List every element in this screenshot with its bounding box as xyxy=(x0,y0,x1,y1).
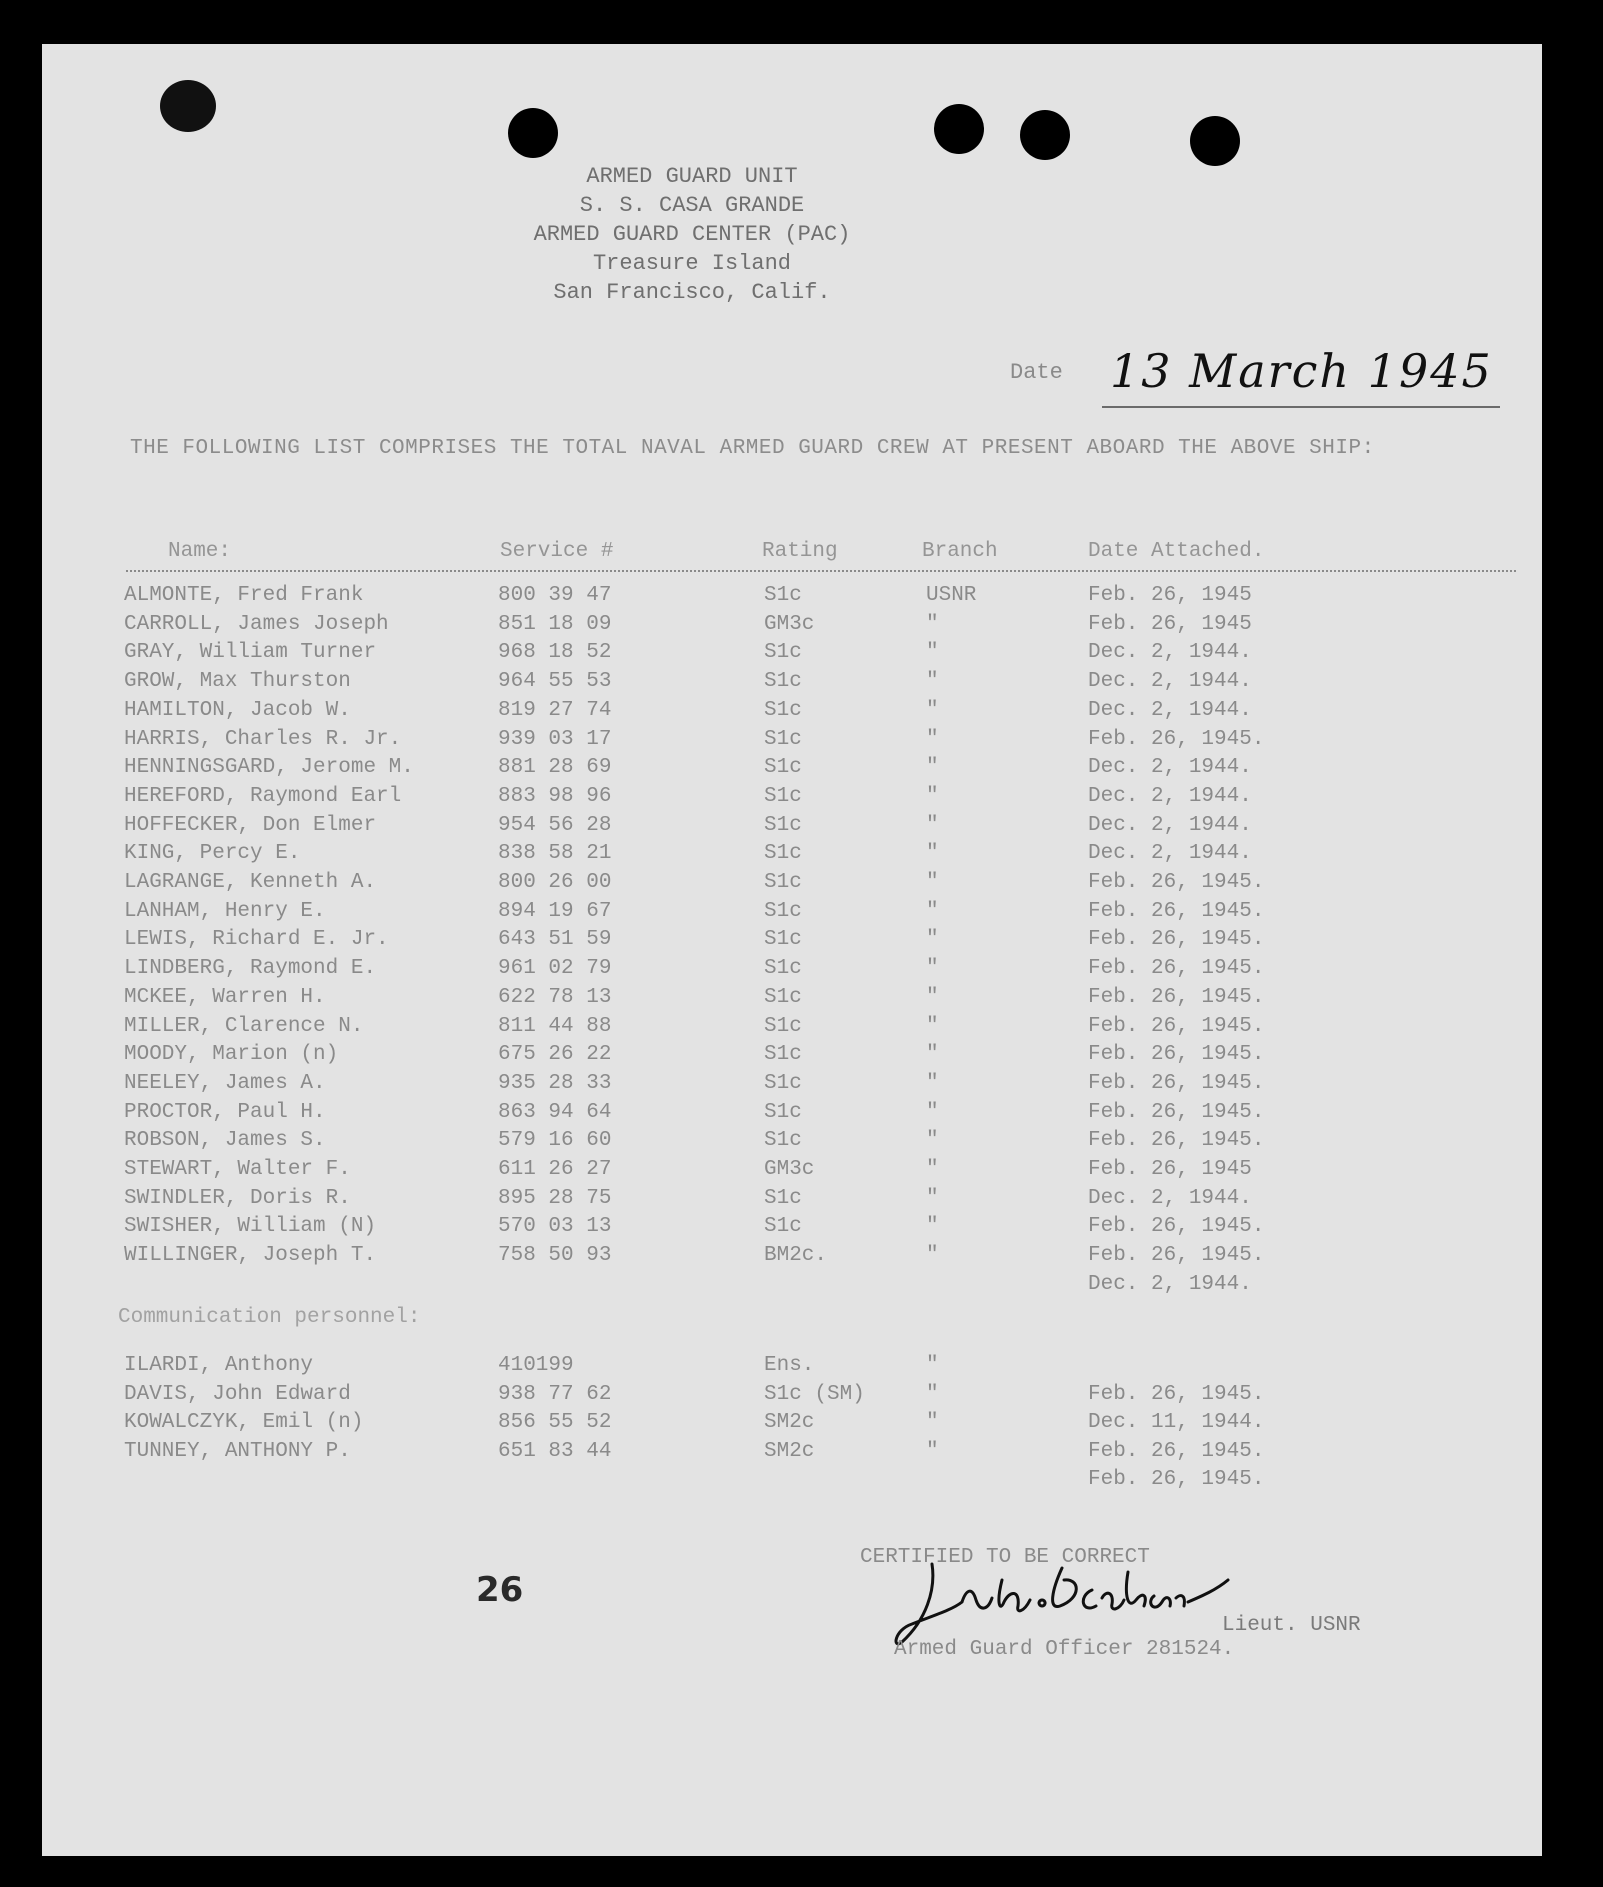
crew-name: ALMONTE, Fred Frank xyxy=(124,584,364,607)
crew-rating: S1c xyxy=(764,842,802,866)
crew-date-attached: Feb. 26, 1945. xyxy=(1088,928,1265,952)
crew-branch: " xyxy=(926,1411,939,1434)
crew-branch: " xyxy=(926,1382,939,1406)
crew-rating: S1c xyxy=(764,928,802,952)
crew-rating: S1c xyxy=(764,957,802,981)
crew-rating: GM3c xyxy=(764,1158,815,1181)
crew-rating: S1c xyxy=(764,813,802,837)
crew-date-attached: Dec. 2, 1944. xyxy=(1088,1186,1252,1210)
punch-hole-1 xyxy=(508,108,558,158)
crew-rating: S1c xyxy=(764,641,802,665)
crew-service-number: 622 78 13 xyxy=(498,985,612,1009)
crew-service-number: 811 44 88 xyxy=(498,1014,612,1038)
crew-rating: S1c xyxy=(764,756,802,780)
crew-name: WILLINGER, Joseph T. xyxy=(124,1244,377,1268)
crew-name: NEELEY, James A. xyxy=(124,1071,326,1095)
crew-date-attached: Dec. 2, 1944. xyxy=(1088,698,1252,722)
crew-service-number: 863 94 64 xyxy=(498,1100,612,1124)
crew-date-attached: Dec. 2, 1944. xyxy=(1088,784,1252,808)
crew-service-number: 579 16 60 xyxy=(498,1129,612,1153)
crew-service-number: 961 02 79 xyxy=(498,957,612,981)
crew-branch: " xyxy=(926,985,939,1009)
crew-service-number: 675 26 22 xyxy=(498,1043,612,1067)
crew-rating: S1c xyxy=(764,1215,802,1239)
crew-service-number: 938 77 62 xyxy=(498,1382,612,1406)
crew-branch: " xyxy=(926,1215,939,1239)
crew-name: HARRIS, Charles R. Jr. xyxy=(124,727,402,751)
crew-name: GRAY, William Turner xyxy=(124,641,377,665)
crew-name: SWINDLER, Doris R. xyxy=(124,1186,351,1210)
crew-name: CARROLL, James Joseph xyxy=(124,612,389,636)
crew-name: LAGRANGE, Kenneth A. xyxy=(124,871,377,894)
crew-rating: S1c xyxy=(764,784,802,808)
crew-rating: S1c xyxy=(764,1071,802,1095)
crew-branch: " xyxy=(926,1439,939,1463)
crew-rating: GM3c xyxy=(764,612,815,636)
crew-branch: USNR xyxy=(926,584,977,607)
letterhead-line: ARMED GUARD UNIT xyxy=(586,164,798,189)
crew-service-number: 800 26 00 xyxy=(498,871,612,894)
crew-branch: " xyxy=(926,813,939,837)
crew-branch: " xyxy=(926,641,939,665)
crew-name: GROW, Max Thurston xyxy=(124,670,351,694)
crew-rating: S1c xyxy=(764,584,802,607)
crew-rating: Ens. xyxy=(764,1354,815,1377)
crew-service-number: 894 19 67 xyxy=(498,899,612,923)
crew-rating: S1c xyxy=(764,698,802,722)
col-name: Name: xyxy=(168,540,232,563)
date-handwritten: 13 March 1945 xyxy=(1102,344,1500,408)
crew-branch: " xyxy=(926,1071,939,1095)
crew-branch: " xyxy=(926,727,939,751)
crew-date-attached: Feb. 26, 1945. xyxy=(1088,1071,1265,1095)
crew-branch: " xyxy=(926,1354,939,1377)
crew-service-number: 410199 xyxy=(498,1354,574,1377)
crew-name: ROBSON, James S. xyxy=(124,1129,326,1153)
crew-date-attached: Feb. 26, 1945. xyxy=(1088,957,1265,981)
crew-service-number: 939 03 17 xyxy=(498,727,612,751)
crew-branch: " xyxy=(926,1186,939,1210)
crew-rating: BM2c. xyxy=(764,1244,828,1268)
crew-name: LEWIS, Richard E. Jr. xyxy=(124,928,389,952)
crew-date-attached: Feb. 26, 1945. xyxy=(1088,1129,1265,1153)
crew-service-number: 881 28 69 xyxy=(498,756,612,780)
crew-date-attached: Dec. 2, 1944. xyxy=(1088,1272,1252,1296)
crew-service-number: 954 56 28 xyxy=(498,813,612,837)
crew-name: STEWART, Walter F. xyxy=(124,1158,351,1181)
crew-name: KOWALCZYK, Emil (n) xyxy=(124,1411,364,1434)
crew-date-attached: Feb. 26, 1945. xyxy=(1088,871,1265,894)
crew-service-number: 758 50 93 xyxy=(498,1244,612,1268)
crew-name: DAVIS, John Edward xyxy=(124,1382,351,1406)
crew-date-attached: Feb. 26, 1945. xyxy=(1088,985,1265,1009)
crew-date-attached: Feb. 26, 1945. xyxy=(1088,1043,1265,1067)
certified-text: CERTIFIED TO BE CORRECT xyxy=(860,1546,1150,1569)
crew-date-attached: Dec. 11, 1944. xyxy=(1088,1411,1265,1434)
communication-label: Communication personnel: xyxy=(118,1306,421,1329)
crew-branch: " xyxy=(926,784,939,808)
crew-branch: " xyxy=(926,612,939,636)
crew-branch: " xyxy=(926,1129,939,1153)
crew-date-attached: Feb. 26, 1945. xyxy=(1088,899,1265,923)
crew-service-number: 651 83 44 xyxy=(498,1439,612,1463)
crew-date-attached: Feb. 26, 1945. xyxy=(1088,1468,1265,1491)
crew-service-number: 611 26 27 xyxy=(498,1158,612,1181)
crew-date-attached: Dec. 2, 1944. xyxy=(1088,842,1252,866)
crew-date-attached: Feb. 26, 1945. xyxy=(1088,1439,1265,1463)
punch-hole-4 xyxy=(1190,116,1240,166)
crew-date-attached: Dec. 2, 1944. xyxy=(1088,813,1252,837)
crew-name: MOODY, Marion (n) xyxy=(124,1043,339,1067)
crew-branch: " xyxy=(926,670,939,694)
crew-rating: SM2c xyxy=(764,1439,815,1463)
crew-service-number: 819 27 74 xyxy=(498,698,612,722)
crew-rating: S1c xyxy=(764,1186,802,1210)
crew-branch: " xyxy=(926,957,939,981)
crew-branch: " xyxy=(926,1100,939,1124)
crew-branch: " xyxy=(926,756,939,780)
crew-service-number: 800 39 47 xyxy=(498,584,612,607)
crew-service-number: 643 51 59 xyxy=(498,928,612,952)
crew-service-number: 895 28 75 xyxy=(498,1186,612,1210)
document-page xyxy=(42,44,1542,1856)
crew-date-attached: Dec. 2, 1944. xyxy=(1088,756,1252,780)
crew-service-number: 851 18 09 xyxy=(498,612,612,636)
crew-service-number: 968 18 52 xyxy=(498,641,612,665)
crew-name: MCKEE, Warren H. xyxy=(124,985,326,1009)
crew-branch: " xyxy=(926,1043,939,1067)
crew-branch: " xyxy=(926,871,939,894)
crew-name: HOFFECKER, Don Elmer xyxy=(124,813,377,837)
crew-date-attached: Feb. 26, 1945. xyxy=(1088,1244,1265,1268)
crew-name: ILARDI, Anthony xyxy=(124,1354,314,1377)
letterhead-line: S. S. CASA GRANDE xyxy=(579,193,805,218)
crew-branch: " xyxy=(926,928,939,952)
crew-date-attached: Dec. 2, 1944. xyxy=(1088,641,1252,665)
crew-name: SWISHER, William (N) xyxy=(124,1215,377,1239)
crew-date-attached: Feb. 26, 1945 xyxy=(1088,584,1252,607)
letterhead-line: San Francisco, Calif. xyxy=(553,280,831,305)
crew-date-attached: Feb. 26, 1945. xyxy=(1088,1215,1265,1239)
crew-rating: S1c xyxy=(764,670,802,694)
crew-service-number: 964 55 53 xyxy=(498,670,612,694)
crew-service-number: 856 55 52 xyxy=(498,1411,612,1434)
officer-title: Armed Guard Officer 281524. xyxy=(894,1638,1235,1661)
intro-text: THE FOLLOWING LIST COMPRISES THE TOTAL NAVAL ARMED GUARD CREW AT PRESENT ABOARD THE ABOVE SHIP: xyxy=(130,437,1375,460)
crew-rating: S1c xyxy=(764,871,802,894)
crew-date-attached: Feb. 26, 1945. xyxy=(1088,1382,1265,1406)
col-service: Service # xyxy=(500,540,614,563)
crew-rating: S1c xyxy=(764,899,802,923)
letterhead xyxy=(42,162,1542,307)
letterhead-line: ARMED GUARD CENTER (PAC) xyxy=(533,222,851,247)
crew-service-number: 883 98 96 xyxy=(498,784,612,808)
ink-smudge xyxy=(160,80,216,132)
crew-name: KING, Percy E. xyxy=(124,842,301,866)
col-branch: Branch xyxy=(922,540,998,563)
crew-rating: SM2c xyxy=(764,1411,815,1434)
col-rating: Rating xyxy=(762,540,838,563)
crew-name: LINDBERG, Raymond E. xyxy=(124,957,377,981)
crew-rating: S1c (SM) xyxy=(764,1382,865,1406)
crew-name: PROCTOR, Paul H. xyxy=(124,1100,326,1124)
crew-service-number: 838 58 21 xyxy=(498,842,612,866)
crew-date-attached: Feb. 26, 1945. xyxy=(1088,1014,1265,1038)
crew-name: HAMILTON, Jacob W. xyxy=(124,698,351,722)
page-number: 26 xyxy=(476,1570,524,1610)
punch-hole-2 xyxy=(934,104,984,154)
crew-service-number: 570 03 13 xyxy=(498,1215,612,1239)
crew-rating: S1c xyxy=(764,727,802,751)
crew-name: TUNNEY, ANTHONY P. xyxy=(124,1439,351,1463)
crew-rating: S1c xyxy=(764,1014,802,1038)
crew-name: HEREFORD, Raymond Earl xyxy=(124,784,402,808)
crew-rating: S1c xyxy=(764,1129,802,1153)
crew-branch: " xyxy=(926,842,939,866)
letterhead-line: Treasure Island xyxy=(592,251,792,276)
officer-rank: Lieut. USNR xyxy=(1222,1614,1361,1637)
crew-name: HENNINGSGARD, Jerome M. xyxy=(124,756,414,780)
punch-hole-3 xyxy=(1020,110,1070,160)
crew-name: LANHAM, Henry E. xyxy=(124,899,326,923)
crew-rating: S1c xyxy=(764,1043,802,1067)
col-date: Date Attached. xyxy=(1088,540,1265,563)
crew-date-attached: Feb. 26, 1945. xyxy=(1088,727,1265,751)
crew-date-attached: Dec. 2, 1944. xyxy=(1088,670,1252,694)
crew-date-attached: Feb. 26, 1945 xyxy=(1088,1158,1252,1181)
column-headers xyxy=(126,536,1516,572)
date-label: Date xyxy=(1010,360,1063,385)
crew-date-attached: Feb. 26, 1945 xyxy=(1088,612,1252,636)
crew-branch: " xyxy=(926,698,939,722)
crew-branch: " xyxy=(926,1158,939,1181)
crew-branch: " xyxy=(926,1014,939,1038)
crew-service-number: 935 28 33 xyxy=(498,1071,612,1095)
crew-rating: S1c xyxy=(764,1100,802,1124)
crew-branch: " xyxy=(926,1244,939,1268)
crew-rating: S1c xyxy=(764,985,802,1009)
crew-date-attached: Feb. 26, 1945. xyxy=(1088,1100,1265,1124)
crew-name: MILLER, Clarence N. xyxy=(124,1014,364,1038)
crew-branch: " xyxy=(926,899,939,923)
